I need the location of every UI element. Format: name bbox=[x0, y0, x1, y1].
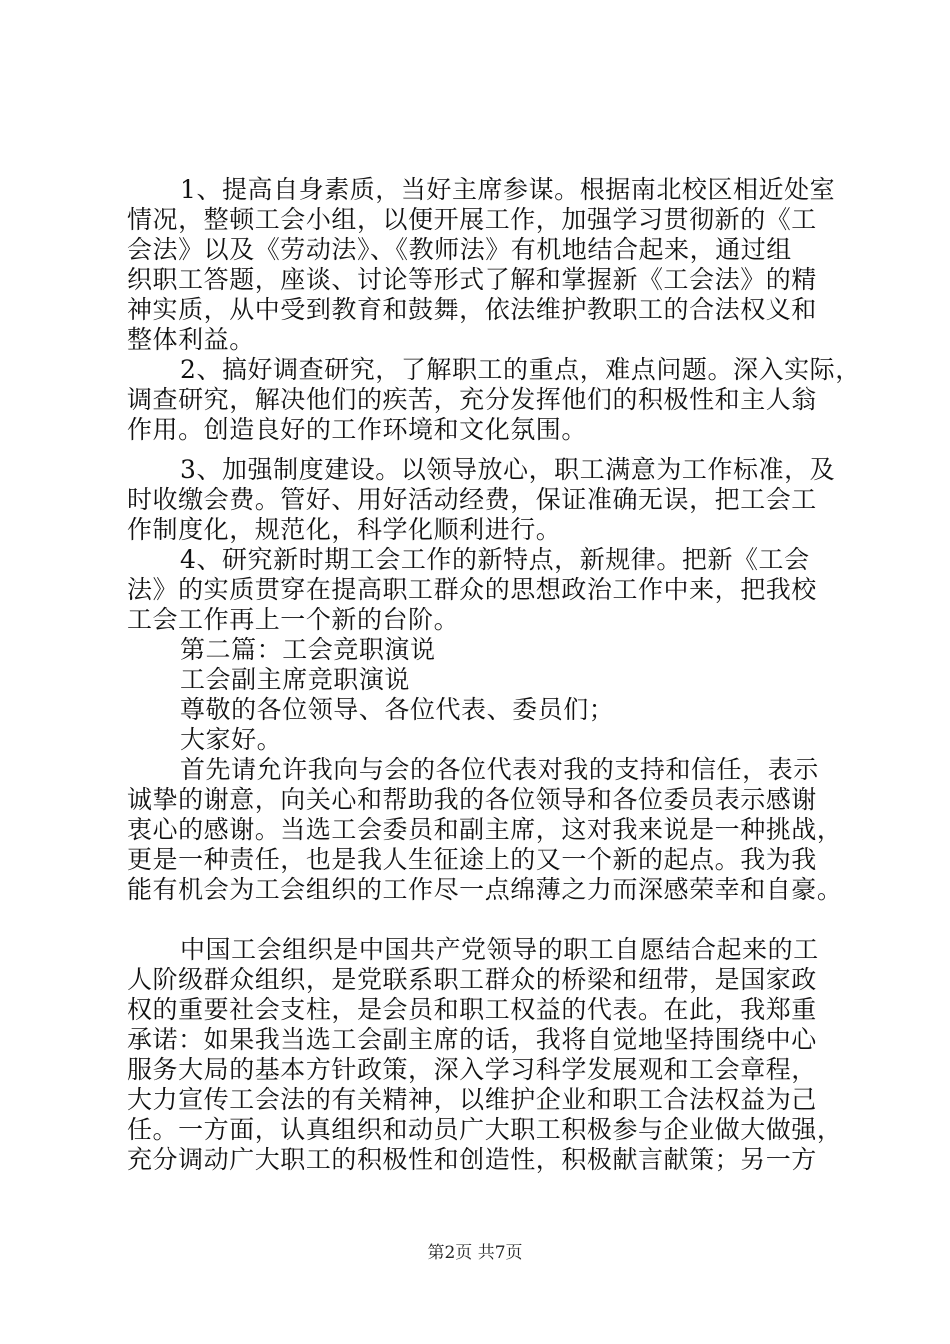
text-line: 能有机会为工会组织的工作尽一点绵薄之力而深感荣幸和自豪。 bbox=[127, 875, 843, 904]
text-line: 法》的实质贯穿在提高职工群众的思想政治工作中来，把我校 bbox=[127, 575, 817, 604]
text-line: 作用。创造良好的工作环境和文化氛围。 bbox=[127, 415, 587, 444]
text-line: 神实质，从中受到教育和鼓舞，依法维护教职工的合法权义和 bbox=[127, 295, 817, 324]
salutation: 尊敬的各位领导、各位代表、委员们； bbox=[180, 695, 615, 724]
text-line: 服务大局的基本方针政策，深入学习科学发展观和工会章程， bbox=[127, 1055, 817, 1084]
text-line: 更是一种责任，也是我人生征途上的又一个新的起点。我为我 bbox=[127, 845, 817, 874]
text-line: 整体利益。 bbox=[127, 325, 255, 354]
section-heading: 第二篇：工会竞职演说 bbox=[180, 635, 436, 664]
text-line: 3、加强制度建设。以领导放心，职工满意为工作标准，及 bbox=[180, 455, 836, 484]
text-line: 衷心的感谢。当选工会委员和副主席，这对我来说是一种挑战， bbox=[127, 815, 843, 844]
text-line: 会法》以及《劳动法》、《教师法》有机地结合起来，通过组 bbox=[127, 235, 792, 264]
text-line: 2、搞好调查研究，了解职工的重点，难点问题。深入实际， bbox=[180, 355, 861, 384]
text-line: 权的重要社会支柱，是会员和职工权益的代表。在此，我郑重 bbox=[127, 995, 817, 1024]
text-line: 4、研究新时期工会工作的新特点，新规律。把新《工会 bbox=[180, 545, 810, 574]
text-line: 中国工会组织是中国共产党领导的职工自愿结合起来的工 bbox=[180, 935, 819, 964]
text-line: 承诺：如果我当选工会副主席的话，我将自觉地坚持围绕中心 bbox=[127, 1025, 817, 1054]
text-line: 人阶级群众组织，是党联系职工群众的桥梁和纽带，是国家政 bbox=[127, 965, 817, 994]
text-line: 首先请允许我向与会的各位代表对我的支持和信任，表示 bbox=[180, 755, 819, 784]
greeting: 大家好。 bbox=[180, 725, 283, 754]
speech-title: 工会副主席竞职演说 bbox=[180, 665, 410, 694]
text-line: 织职工答题，座谈、讨论等形式了解和掌握新《工会法》的精 bbox=[127, 265, 817, 294]
text-line: 作制度化，规范化，科学化顺利进行。 bbox=[127, 515, 562, 544]
text-line: 诚挚的谢意，向关心和帮助我的各位领导和各位委员表示感谢 bbox=[127, 785, 817, 814]
text-line: 大力宣传工会法的有关精神，以维护企业和职工合法权益为己 bbox=[127, 1085, 817, 1114]
text-line: 1、提高自身素质，当好主席参谋。根据南北校区相近处室 bbox=[180, 175, 836, 204]
text-line: 调查研究，解决他们的疾苦，充分发挥他们的积极性和主人翁 bbox=[127, 385, 817, 414]
page-number: 第2页 共7页 bbox=[427, 1243, 523, 1263]
text-line: 时收缴会费。管好、用好活动经费，保证准确无误，把工会工 bbox=[127, 485, 817, 514]
text-line: 任。一方面，认真组织和动员广大职工积极参与企业做大做强， bbox=[127, 1115, 843, 1144]
text-line: 工会工作再上一个新的台阶。 bbox=[127, 605, 460, 634]
text-line: 充分调动广大职工的积极性和创造性，积极献言献策；另一方 bbox=[127, 1145, 817, 1174]
text-line: 情况，整顿工会小组，以便开展工作，加强学习贯彻新的《工 bbox=[127, 205, 817, 234]
